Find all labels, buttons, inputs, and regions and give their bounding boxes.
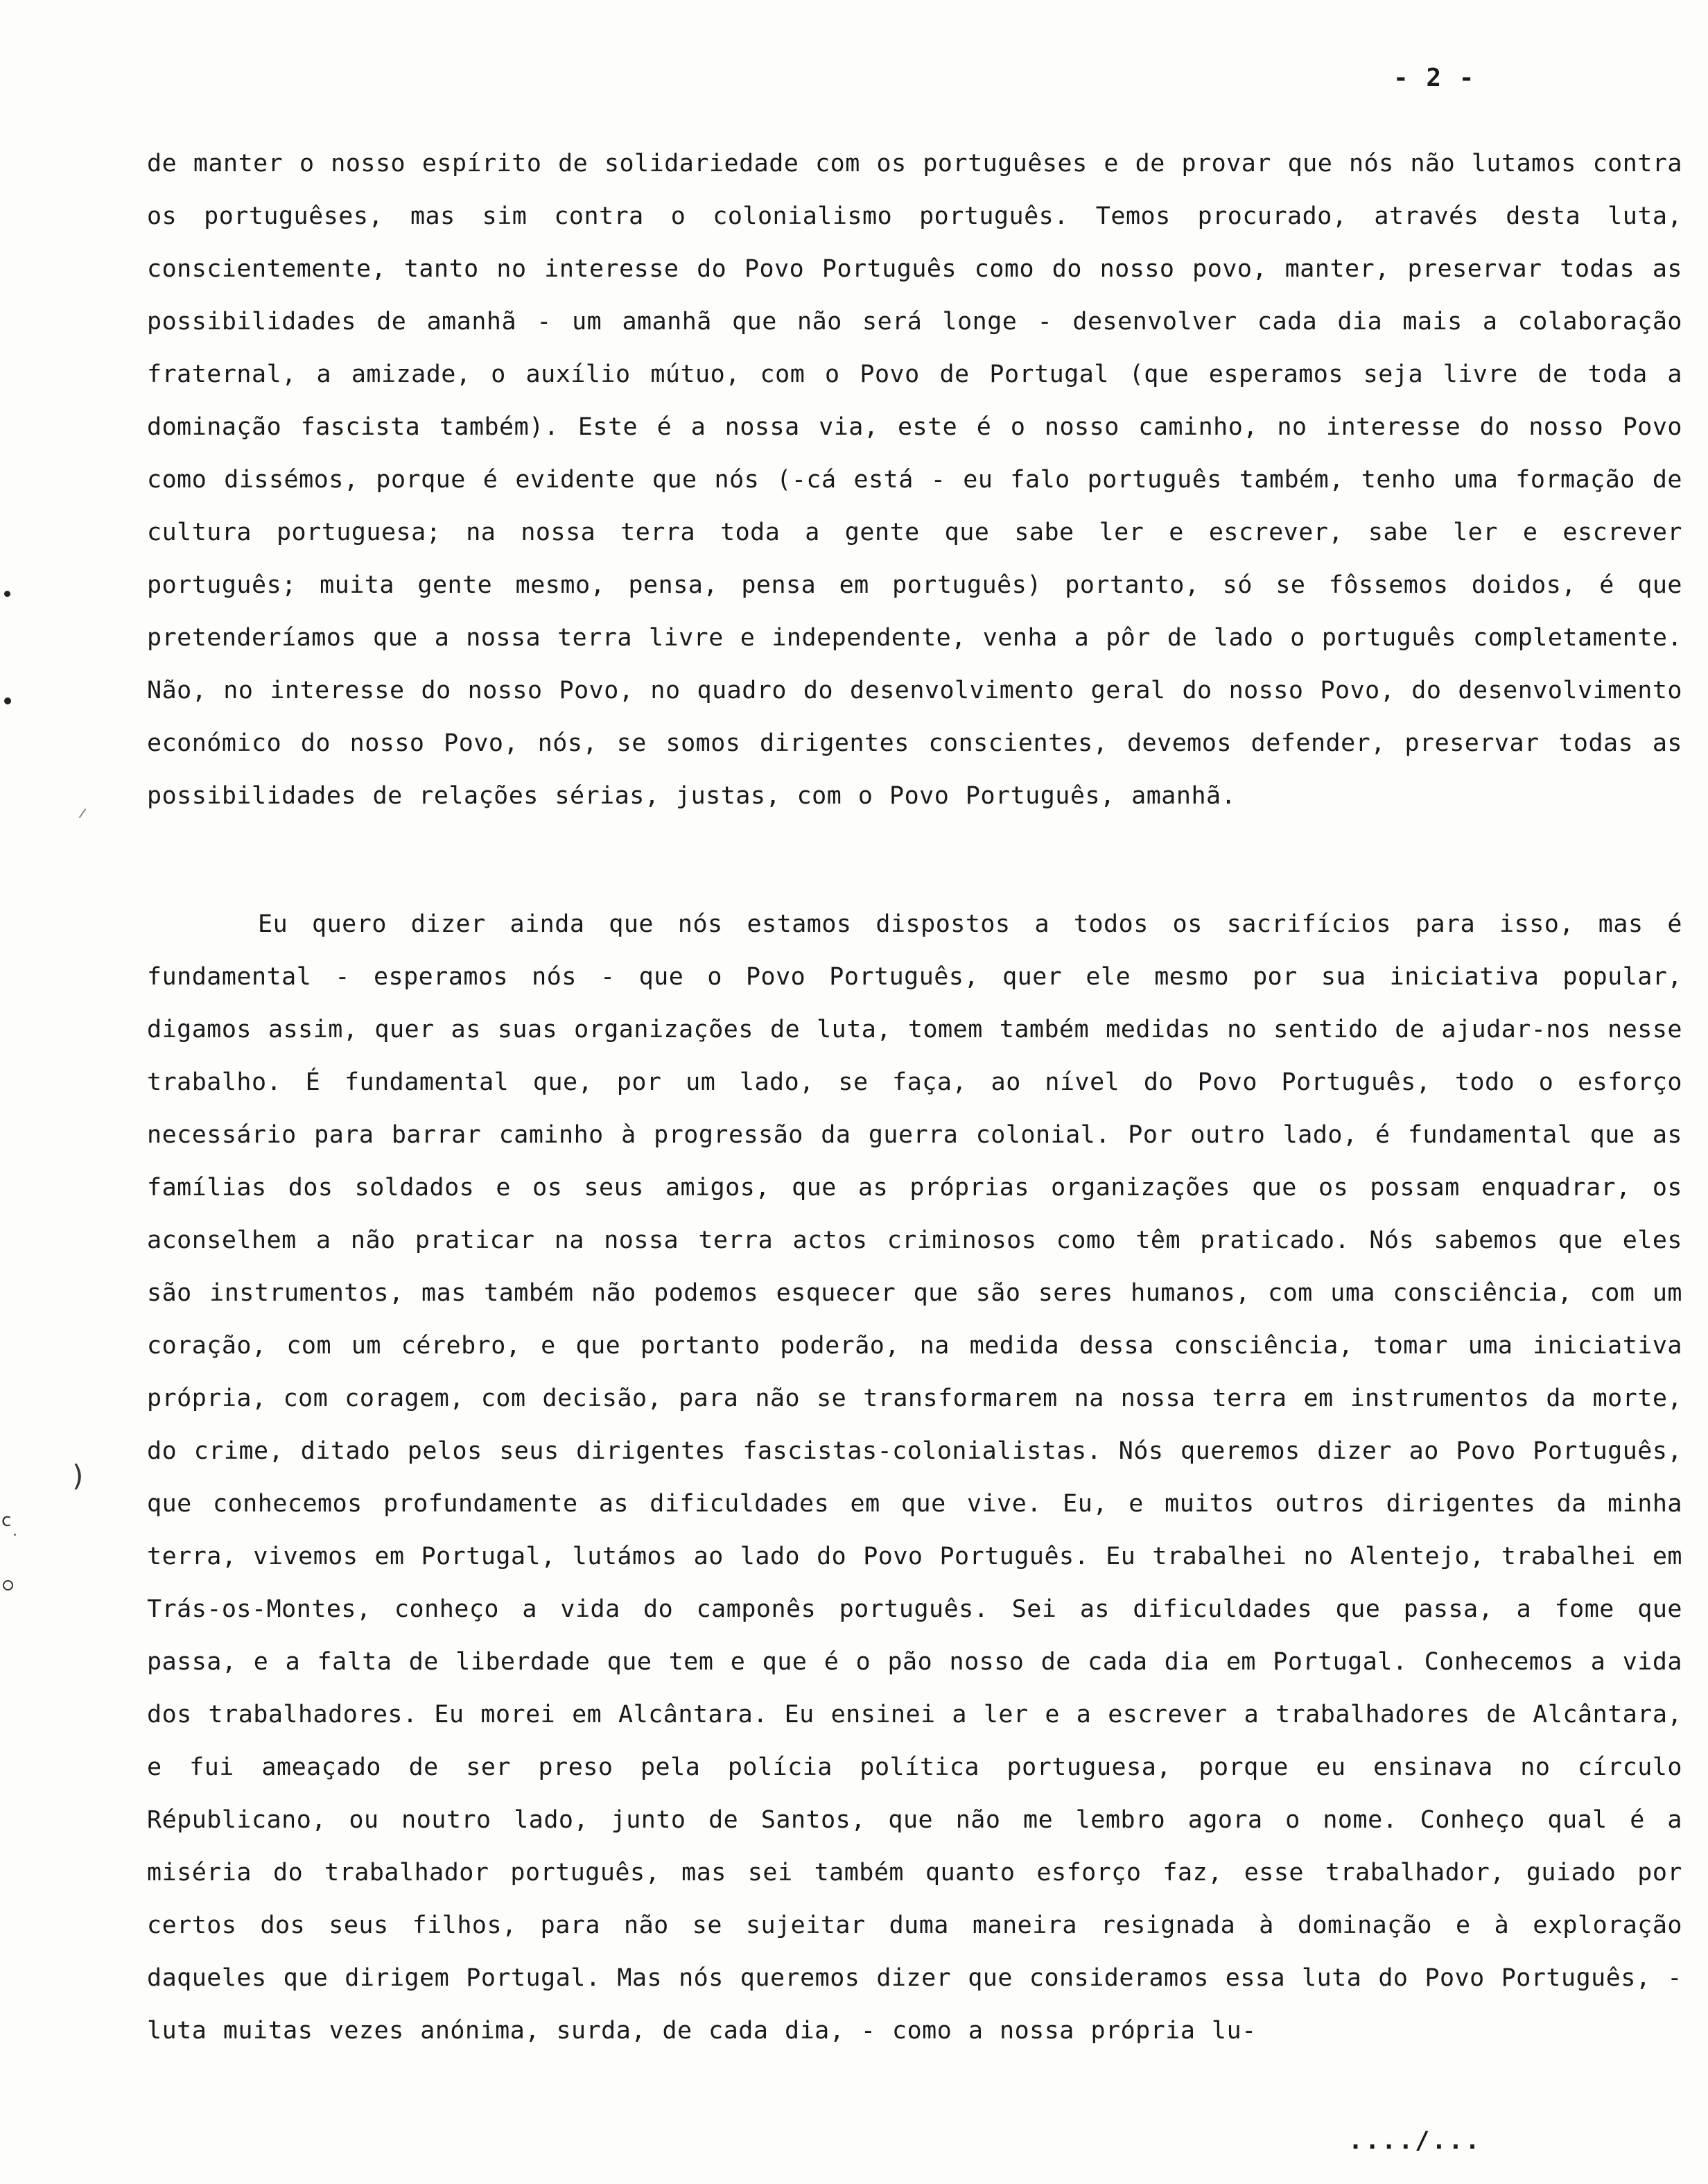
paragraph-2: Eu quero dizer ainda que nós estamos dispostos a todos os sacrifícios para isso, mas é fundamental - esperamos nós - que o Povo Português, quer ele mesmo por sua iniciativa popular, digamos assim, quer as suas organizações de luta, tomem também medidas no sentido de ajudar-nos nesse trabalho. É fundamental que, por um lado, se faça, ao nível do Povo Português, todo o esforço necessário para barrar caminho à progressão da guerra colonial. Por outro lado, é fundamental que as famílias dos soldados e os seus amigos, que as próprias organizações que os possam enquadrar, os aconselhem a não praticar na nossa terra actos criminosos como têm praticado. Nós sabemos que eles são instrumentos, mas também não podemos esquecer que são seres humanos, com uma consciência, com um coração, com um cérebro, e que portanto poderão, na medida dessa consciência, tomar uma iniciativa própria, com coragem, com decisão, para não se transformarem na nossa terra em instrumentos da morte, do crime, ditado pelos seus dirigentes fascistas-colonialistas. Nós queremos dizer ao Povo Português, que conhecemos profundamente as dificuldades em que vive. Eu, e muitos outros dirigentes da minha terra, vivemos em Portugal, lutámos ao lado do Povo Português. Eu trabalhei no Alentejo, trabalhei em Trás-os-Montes, conheço a vida do camponês português. Sei as dificuldades que passa, a fome que passa, e a falta de liberdade que tem e que é o pão nosso de cada dia em Portugal. Conhecemos a vida dos trabalhadores. Eu morei em Alcântara. Eu ensinei a ler e a escrever a trabalhadores de Alcântara, e fui ameaçado de ser preso pela polícia política portuguesa, porque eu ensinava no círculo Républicano, ou noutro lado, junto de Santos, que não me lembro agora o nome. Conheço qual é a miséria do trabalhador português, mas sei também quanto esforço faz, esse trabalhador, guiado por certos dos seus filhos, para não se sujeitar duma maneira resignada à dominação e à exploração daqueles que dirigem Portugal. Mas nós queremos dizer que consideramos essa luta do Povo Português, - luta muitas vezes anónima, surda, de cada dia, - como a nossa própria lu- (147, 910, 1682, 2045)
margin-mark (14, 1534, 16, 1536)
margin-mark (3, 1580, 13, 1591)
continuation-marker: ..../... (1348, 2127, 1482, 2155)
page-number: - 2 - (1393, 64, 1476, 92)
margin-mark (4, 591, 10, 597)
paragraph-1: de manter o nosso espírito de solidariedade com os portuguêses e de provar que nós não lutamos contra os portuguêses, mas sim contra o colonialismo português. Temos procurado, através desta luta, conscientemente, tanto no interesse do Povo Português como do nosso povo, manter, preservar todas as possibilidades de amanhã - um amanhã que não será longe - desenvolver cada dia mais a colaboração fraternal, a amizade, o auxílio mútuo, com o Povo de Portugal (que esperamos seja livre de toda a dominação fascista também). Este é a nossa via, este é o nosso caminho, no interesse do nosso Povo como dissémos, porque é evidente que nós (-cá está - eu falo português também, tenho uma formação de cultura portuguesa; na nossa terra toda a gente que sabe ler e escrever, sabe ler e escrever português; muita gente mesmo, pensa, pensa em português) portanto, só se fôssemos doidos, é que pretenderíamos que a nossa terra livre e independente, venha a pôr de lado o português completamente. Não, no interesse do nosso Povo, no quadro do desenvolvimento geral do nosso Povo, do desenvolvimento económico do nosso Povo, nós, se somos dirigentes conscientes, devemos defender, preservar todas as possibilidades de relações sérias, justas, com o Povo Português, amanhã. (147, 150, 1682, 810)
margin-mark (79, 808, 87, 818)
margin-mark: ) (72, 1459, 84, 1493)
margin-mark (4, 697, 11, 704)
margin-mark: c (1, 1510, 12, 1531)
